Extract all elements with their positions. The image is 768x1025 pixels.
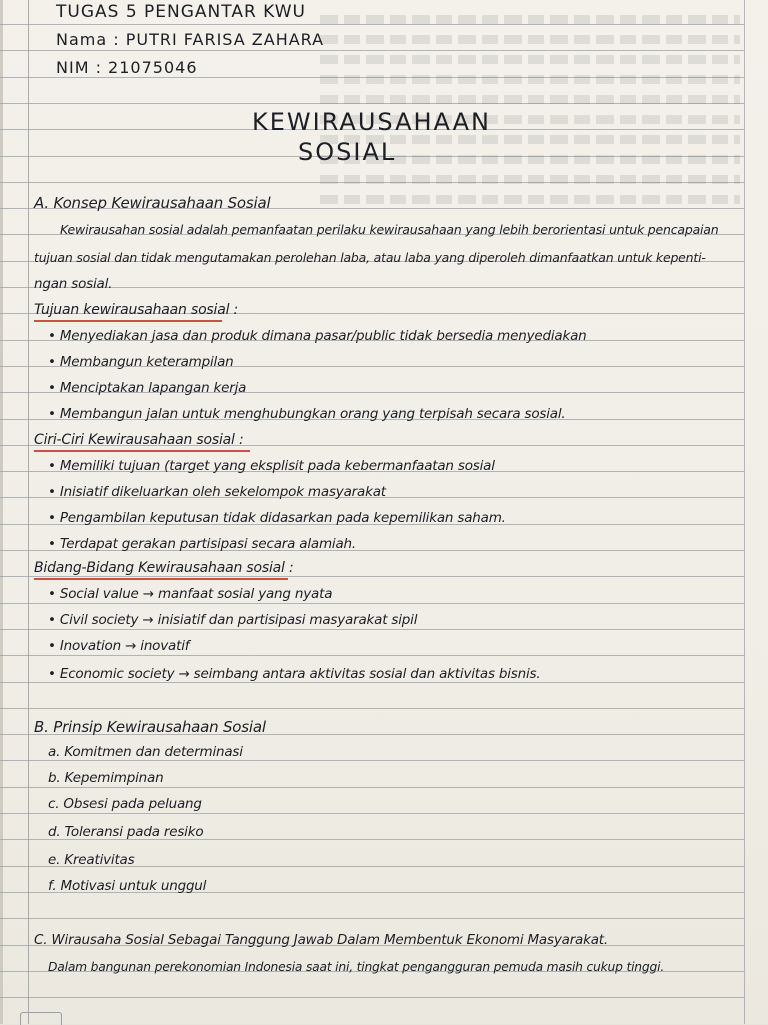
ciri-heading: Ciri-Ciri Kewirausahaan sosial : [34, 432, 244, 448]
ruled-line [0, 918, 744, 919]
section-a-heading: A. Konsep Kewirausahaan Sosial [34, 194, 271, 212]
list-item: • Inisiatif dikeluarkan oleh sekelompok masyarakat [48, 484, 386, 500]
section-b-heading: B. Prinsip Kewirausahaan Sosial [34, 718, 266, 736]
bidang-heading: Bidang-Bidang Kewirausahaan sosial : [34, 560, 294, 576]
tujuan-heading: Tujuan kewirausahaan sosial : [34, 302, 239, 318]
binding-edge [0, 0, 3, 1024]
ruled-line [0, 997, 744, 998]
list-item: • Inovation → inovatif [48, 638, 189, 654]
list-item: • Pengambilan keputusan tidak didasarkan pada kepemilikan saham. [48, 510, 506, 526]
page-title-line1: KEWIRAUSAHAAN [252, 108, 491, 136]
ruled-line [0, 576, 744, 577]
section-a-paragraph-line: Kewirausahan sosial adalah pemanfaatan perilaku kewirausahaan yang lebih berorientasi untuk pencapaian [60, 222, 719, 237]
section-a-paragraph-line: tujuan sosial dan tidak mengutamakan perolehan laba, atau laba yang diperoleh dimanfaatkan untuk kepenti- [34, 250, 706, 265]
prinsip-item: d. Toleransi pada resiko [48, 824, 204, 840]
section-c-heading: C. Wirausaha Sosial Sebagai Tanggung Jawab Dalam Membentuk Ekonomi Masyarakat. [34, 932, 608, 948]
ruled-line [0, 787, 744, 788]
page-title-line2: SOSIAL [298, 138, 397, 166]
bidang-underline [34, 578, 288, 580]
student-name: Nama : PUTRI FARISA ZAHARA [56, 30, 325, 49]
page-corner-tab [20, 1012, 62, 1025]
list-item: • Membangun jalan untuk menghubungkan orang yang terpisah secara sosial. [48, 406, 566, 422]
list-item: • Menyediakan jasa dan produk dimana pasar/public tidak bersedia menyediakan [48, 328, 587, 344]
ruled-line [0, 682, 744, 683]
list-item: • Memiliki tujuan (target yang eksplisit pada kebermanfaatan sosial [48, 458, 495, 474]
list-item: • Menciptakan lapangan kerja [48, 380, 246, 396]
page-edge-rule [744, 0, 745, 1024]
section-a-paragraph-line: ngan sosial. [34, 276, 113, 292]
ruled-line [0, 629, 744, 630]
list-item: • Terdapat gerakan partisipasi secara alamiah. [48, 536, 356, 552]
ruled-line [0, 603, 744, 604]
ruled-line [0, 760, 744, 761]
list-item: • Economic society → seimbang antara aktivitas sosial dan aktivitas bisnis. [48, 666, 540, 682]
ciri-underline [34, 450, 250, 452]
section-c-paragraph-line: Dalam bangunan perekonomian Indonesia saat ini, tingkat pengangguran pemuda masih cukup tinggi. [48, 960, 665, 974]
ruled-line [0, 813, 744, 814]
list-item: • Membangun keterampilan [48, 354, 234, 370]
prinsip-item: b. Kepemimpinan [48, 770, 164, 786]
ruled-line [0, 655, 744, 656]
ruled-line [0, 708, 744, 709]
margin-rule [28, 0, 29, 1024]
student-nim: NIM : 21075046 [56, 58, 198, 77]
list-item: • Civil society → inisiatif dan partisipasi masyarakat sipil [48, 612, 417, 628]
prinsip-item: f. Motivasi untuk unggul [48, 878, 207, 894]
prinsip-item: e. Kreativitas [48, 852, 135, 868]
bleed-through-text [320, 4, 740, 204]
tujuan-underline [34, 320, 222, 322]
prinsip-item: a. Komitmen dan determinasi [48, 744, 243, 760]
list-item: • Social value → manfaat sosial yang nyata [48, 586, 332, 602]
assignment-title: TUGAS 5 PENGANTAR KWU [56, 2, 306, 22]
prinsip-item: c. Obsesi pada peluang [48, 796, 202, 812]
